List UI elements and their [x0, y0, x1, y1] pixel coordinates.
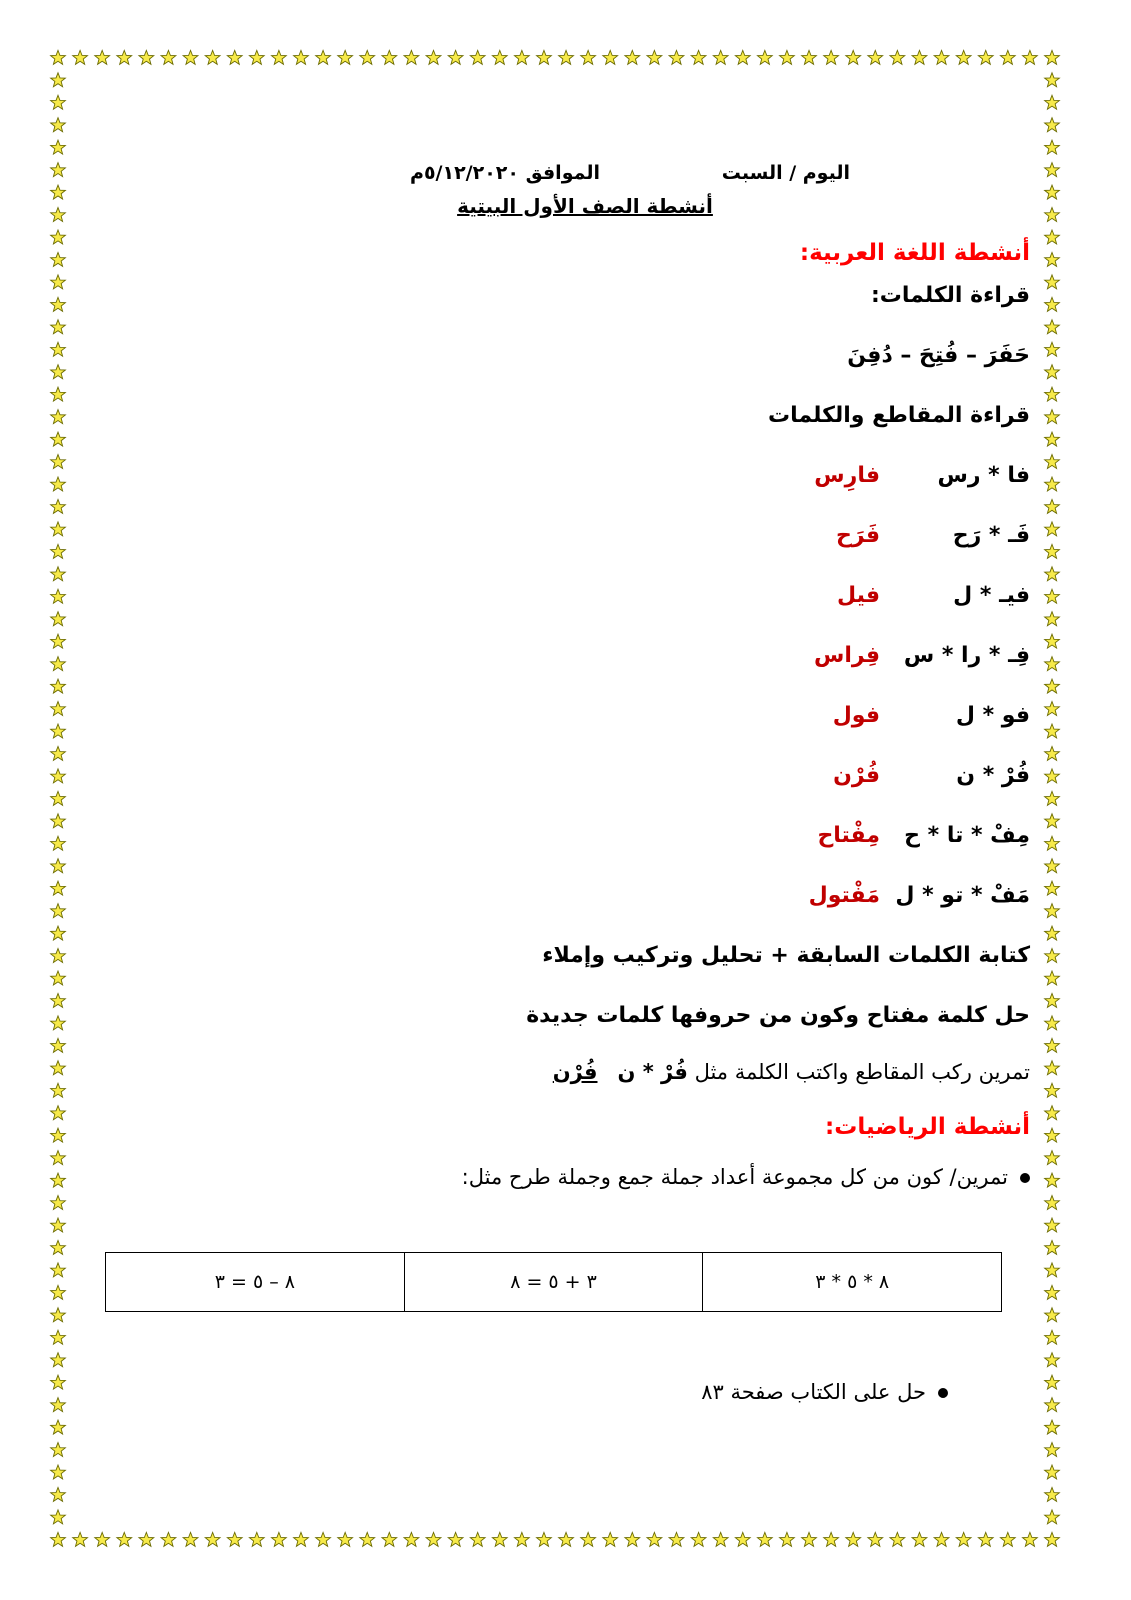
star-icon — [249, 1532, 264, 1546]
star-icon — [51, 836, 66, 850]
star-icon — [1045, 1308, 1060, 1322]
star-icon — [492, 50, 507, 64]
star-icon — [448, 50, 463, 64]
star-icon — [625, 1532, 640, 1546]
star-icon — [1045, 1128, 1060, 1142]
star-icon — [51, 926, 66, 940]
syllables: مَفْ * تو * ل — [895, 883, 1030, 908]
star-icon — [51, 1285, 66, 1299]
star-icon — [51, 1106, 66, 1120]
star-icon — [139, 1532, 154, 1546]
syllable-row — [100, 566, 1030, 626]
star-icon — [1045, 1420, 1060, 1434]
star-icon — [1045, 455, 1060, 469]
star-icon — [757, 50, 772, 64]
table-cell: ٣ + ٥ = ٨ — [404, 1253, 703, 1312]
main-content — [100, 150, 1030, 1202]
star-icon — [691, 1532, 706, 1546]
page-subtitle: أنشطة الصف الأول البيتية — [457, 194, 713, 218]
date-label: الموافق ٥/١٢/٢٠٢٠م — [410, 162, 600, 184]
star-icon — [1023, 1532, 1038, 1546]
star-icon — [51, 1353, 66, 1367]
star-icon — [51, 1016, 66, 1030]
star-icon — [514, 50, 529, 64]
star-icon — [1045, 881, 1060, 895]
star-icon — [51, 73, 66, 87]
star-icon — [360, 1532, 375, 1546]
star-icon — [1045, 926, 1060, 940]
star-icon — [1045, 118, 1060, 132]
star-icon — [51, 365, 66, 379]
star-icon — [51, 118, 66, 132]
star-icon — [51, 1038, 66, 1052]
star-icon — [1045, 904, 1060, 918]
star-icon — [735, 1532, 750, 1546]
star-icon — [51, 814, 66, 828]
star-icon — [51, 1151, 66, 1165]
star-icon — [227, 50, 242, 64]
star-icon — [1045, 1330, 1060, 1344]
star-icon — [51, 95, 66, 109]
star-icon — [1045, 1151, 1060, 1165]
syllables: مِفْ * تا * ح — [904, 823, 1030, 848]
star-icon — [1045, 612, 1060, 626]
star-icon — [824, 50, 839, 64]
exercise-line — [100, 1046, 1030, 1098]
star-icon — [272, 1532, 287, 1546]
syllables: فيـ * ل — [953, 583, 1030, 608]
star-icon — [934, 1532, 949, 1546]
star-icon — [51, 522, 66, 536]
syllable-row — [100, 866, 1030, 926]
star-icon — [846, 50, 861, 64]
star-icon — [1045, 275, 1060, 289]
star-icon — [51, 904, 66, 918]
star-icon — [51, 1510, 66, 1524]
star-icon — [426, 1532, 441, 1546]
star-icon — [802, 50, 817, 64]
star-icon — [51, 320, 66, 334]
star-icon — [1000, 1532, 1015, 1546]
star-icon — [1045, 1465, 1060, 1479]
star-icon — [205, 50, 220, 64]
star-icon — [1045, 1083, 1060, 1097]
star-icon — [404, 1532, 419, 1546]
star-icon — [537, 1532, 552, 1546]
star-icon — [51, 1061, 66, 1075]
star-icon — [51, 1375, 66, 1389]
star-icon — [1045, 50, 1060, 64]
star-icon — [1045, 1532, 1060, 1546]
star-icon — [1045, 724, 1060, 738]
star-icon — [51, 410, 66, 424]
star-icon — [1045, 499, 1060, 513]
star-icon — [51, 679, 66, 693]
star-icon — [669, 1532, 684, 1546]
star-icon — [1045, 1353, 1060, 1367]
star-icon — [1045, 836, 1060, 850]
star-icon — [51, 859, 66, 873]
word: فول — [832, 703, 880, 728]
star-icon — [647, 1532, 662, 1546]
star-icon — [73, 50, 88, 64]
table-cell: ٨ – ٥ = ٣ — [106, 1253, 405, 1312]
star-icon — [51, 1420, 66, 1434]
star-icon — [1045, 567, 1060, 581]
bullet-icon — [1020, 1173, 1030, 1183]
star-icon — [1045, 791, 1060, 805]
star-icon — [735, 50, 750, 64]
star-icon — [470, 1532, 485, 1546]
star-icon — [51, 544, 66, 558]
star-icon — [1045, 1218, 1060, 1232]
star-icon — [51, 993, 66, 1007]
syllable-row — [100, 506, 1030, 566]
star-icon — [1045, 252, 1060, 266]
star-icon — [51, 1465, 66, 1479]
star-icon — [51, 724, 66, 738]
star-icon — [205, 1532, 220, 1546]
star-icon — [338, 50, 353, 64]
syllable-row — [100, 686, 1030, 746]
exercise-text: تمرين ركب المقاطع واكتب الكلمة مثل — [694, 1060, 1030, 1084]
star-icon — [338, 1532, 353, 1546]
star-icon — [603, 50, 618, 64]
word: فيل — [836, 583, 880, 608]
arabic-section-title: أنشطة اللغة العربية: — [799, 240, 1030, 266]
star-icon — [978, 1532, 993, 1546]
star-icon — [581, 50, 596, 64]
star-icon — [448, 1532, 463, 1546]
star-icon — [382, 1532, 397, 1546]
star-icon — [1045, 544, 1060, 558]
header-line — [100, 150, 1030, 190]
star-icon — [51, 387, 66, 401]
syllables: فَـ * رَح — [952, 523, 1030, 548]
star-icon — [1045, 1510, 1060, 1524]
star-icon — [51, 230, 66, 244]
star-icon — [1045, 746, 1060, 760]
star-icon — [51, 769, 66, 783]
star-icon — [1045, 95, 1060, 109]
star-icon — [691, 50, 706, 64]
syllables: فا * رس — [937, 463, 1030, 488]
star-icon — [51, 499, 66, 513]
star-icon — [559, 50, 574, 64]
syllable-row — [100, 626, 1030, 686]
star-icon — [1045, 73, 1060, 87]
star-icon — [51, 208, 66, 222]
star-icon — [934, 50, 949, 64]
read-words: حَفَرَ – فُتِحَ – دُفِنَ — [847, 343, 1030, 368]
star-icon — [51, 791, 66, 805]
star-icon — [824, 1532, 839, 1546]
word: فَرَح — [836, 523, 880, 548]
star-icon — [1045, 949, 1060, 963]
word: مَفْتول — [808, 883, 880, 908]
star-icon — [1045, 1173, 1060, 1187]
star-icon — [51, 477, 66, 491]
star-icon — [1045, 230, 1060, 244]
star-icon — [1045, 702, 1060, 716]
star-icon — [1045, 859, 1060, 873]
star-icon — [51, 1532, 66, 1546]
star-icon — [51, 657, 66, 671]
star-icon — [227, 1532, 242, 1546]
star-icon — [647, 50, 662, 64]
star-icon — [537, 50, 552, 64]
star-icon — [51, 455, 66, 469]
star-icon — [1045, 1038, 1060, 1052]
star-icon — [1045, 1375, 1060, 1389]
star-icon — [1045, 522, 1060, 536]
star-icon — [1023, 50, 1038, 64]
star-icon — [51, 746, 66, 760]
star-icon — [117, 50, 132, 64]
star-icon — [51, 1443, 66, 1457]
star-icon — [1045, 1263, 1060, 1277]
book-text: حل على الكتاب صفحة ٨٣ — [701, 1380, 926, 1404]
star-icon — [1045, 993, 1060, 1007]
star-icon — [470, 50, 485, 64]
star-icon — [912, 50, 927, 64]
star-icon — [846, 1532, 861, 1546]
star-icon — [51, 50, 66, 64]
star-icon — [1045, 297, 1060, 311]
star-icon — [51, 1398, 66, 1412]
star-icon — [161, 1532, 176, 1546]
star-icon — [1045, 589, 1060, 603]
star-icon — [1045, 1106, 1060, 1120]
star-icon — [514, 1532, 529, 1546]
star-icon — [294, 1532, 309, 1546]
star-icon — [956, 1532, 971, 1546]
star-icon — [51, 881, 66, 895]
star-icon — [51, 634, 66, 648]
read-words-label: قراءة الكلمات: — [870, 283, 1030, 308]
star-icon — [912, 1532, 927, 1546]
star-icon — [294, 50, 309, 64]
star-icon — [1045, 769, 1060, 783]
star-icon — [73, 1532, 88, 1546]
star-icon — [868, 1532, 883, 1546]
word: فُرْن — [833, 763, 880, 788]
star-icon — [802, 1532, 817, 1546]
star-icon — [1045, 365, 1060, 379]
star-icon — [1045, 140, 1060, 154]
star-icon — [603, 1532, 618, 1546]
syllable-row — [100, 806, 1030, 866]
star-icon — [51, 702, 66, 716]
star-icon — [51, 949, 66, 963]
star-icon — [51, 567, 66, 581]
star-icon — [139, 50, 154, 64]
star-icon — [757, 1532, 772, 1546]
star-icon — [559, 1532, 574, 1546]
star-icon — [1045, 1196, 1060, 1210]
star-icon — [95, 50, 110, 64]
star-icon — [51, 297, 66, 311]
star-icon — [625, 50, 640, 64]
star-icon — [669, 50, 684, 64]
star-icon — [713, 1532, 728, 1546]
star-icon — [382, 50, 397, 64]
word: فارِس — [814, 463, 880, 488]
star-icon — [249, 50, 264, 64]
syllable-row — [100, 446, 1030, 506]
star-icon — [51, 1487, 66, 1501]
star-icon — [1045, 971, 1060, 985]
word: مِفْتاح — [817, 823, 880, 848]
star-icon — [1045, 342, 1060, 356]
star-icon — [780, 50, 795, 64]
star-icon — [272, 50, 287, 64]
star-icon — [1045, 1398, 1060, 1412]
table-row — [106, 1253, 1002, 1312]
star-icon — [1045, 1285, 1060, 1299]
star-icon — [492, 1532, 507, 1546]
star-icon — [1045, 1443, 1060, 1457]
star-icon — [51, 185, 66, 199]
star-icon — [581, 1532, 596, 1546]
star-icon — [51, 1308, 66, 1322]
star-icon — [95, 1532, 110, 1546]
star-icon — [360, 50, 375, 64]
star-icon — [1045, 657, 1060, 671]
star-icon — [51, 252, 66, 266]
star-icon — [868, 50, 883, 64]
syllables: فُرْ * ن — [956, 763, 1030, 788]
exercise-example: فُرْ * ن — [617, 1060, 688, 1084]
star-icon — [316, 1532, 331, 1546]
star-icon — [404, 50, 419, 64]
star-icon — [51, 612, 66, 626]
star-icon — [713, 50, 728, 64]
star-icon — [1045, 634, 1060, 648]
bullet-icon — [938, 1388, 948, 1398]
star-icon — [316, 50, 331, 64]
star-icon — [1045, 163, 1060, 177]
math-exercise — [100, 1152, 1030, 1202]
syllable-row — [100, 746, 1030, 806]
star-icon — [1045, 1240, 1060, 1254]
word: فِراس — [814, 643, 880, 668]
math-exercise-text: تمرين/ كون من كل مجموعة أعداد جملة جمع وجملة طرح مثل: — [461, 1165, 1008, 1189]
star-icon — [890, 1532, 905, 1546]
star-icon — [978, 50, 993, 64]
syllables: فو * ل — [955, 703, 1030, 728]
exercise-answer: فُرْن — [552, 1060, 598, 1084]
star-icon — [1000, 50, 1015, 64]
syllables: فِـ * را * س — [903, 643, 1030, 668]
book-assignment — [100, 1380, 948, 1404]
key-word-instruction: حل كلمة مفتاح وكون من حروفها كلمات جديدة — [526, 1003, 1030, 1028]
star-icon — [426, 50, 441, 64]
math-example-table — [105, 1252, 1002, 1312]
star-icon — [51, 1128, 66, 1142]
star-icon — [1045, 387, 1060, 401]
read-syllables-label: قراءة المقاطع والكلمات — [768, 403, 1030, 428]
star-icon — [183, 50, 198, 64]
star-icon — [1045, 1016, 1060, 1030]
day-label: اليوم / السبت — [721, 162, 850, 184]
star-icon — [1045, 432, 1060, 446]
star-icon — [51, 140, 66, 154]
math-section-title: أنشطة الرياضيات: — [825, 1114, 1030, 1140]
star-icon — [780, 1532, 795, 1546]
star-icon — [51, 342, 66, 356]
star-icon — [51, 1330, 66, 1344]
star-icon — [51, 1240, 66, 1254]
star-icon — [890, 50, 905, 64]
star-icon — [51, 1196, 66, 1210]
star-icon — [51, 971, 66, 985]
star-icon — [1045, 814, 1060, 828]
star-icon — [1045, 1061, 1060, 1075]
star-icon — [1045, 410, 1060, 424]
star-icon — [51, 1263, 66, 1277]
star-icon — [956, 50, 971, 64]
star-icon — [51, 432, 66, 446]
star-icon — [51, 1173, 66, 1187]
star-icon — [51, 275, 66, 289]
star-icon — [51, 1218, 66, 1232]
star-icon — [1045, 1487, 1060, 1501]
star-icon — [51, 163, 66, 177]
star-icon — [51, 589, 66, 603]
write-instruction: كتابة الكلمات السابقة + تحليل وتركيب وإملاء — [542, 943, 1030, 968]
star-icon — [1045, 679, 1060, 693]
star-icon — [183, 1532, 198, 1546]
table-cell: ٨ * ٥ * ٣ — [703, 1253, 1002, 1312]
star-icon — [1045, 477, 1060, 491]
star-icon — [1045, 320, 1060, 334]
star-icon — [117, 1532, 132, 1546]
star-icon — [161, 50, 176, 64]
star-icon — [51, 1083, 66, 1097]
